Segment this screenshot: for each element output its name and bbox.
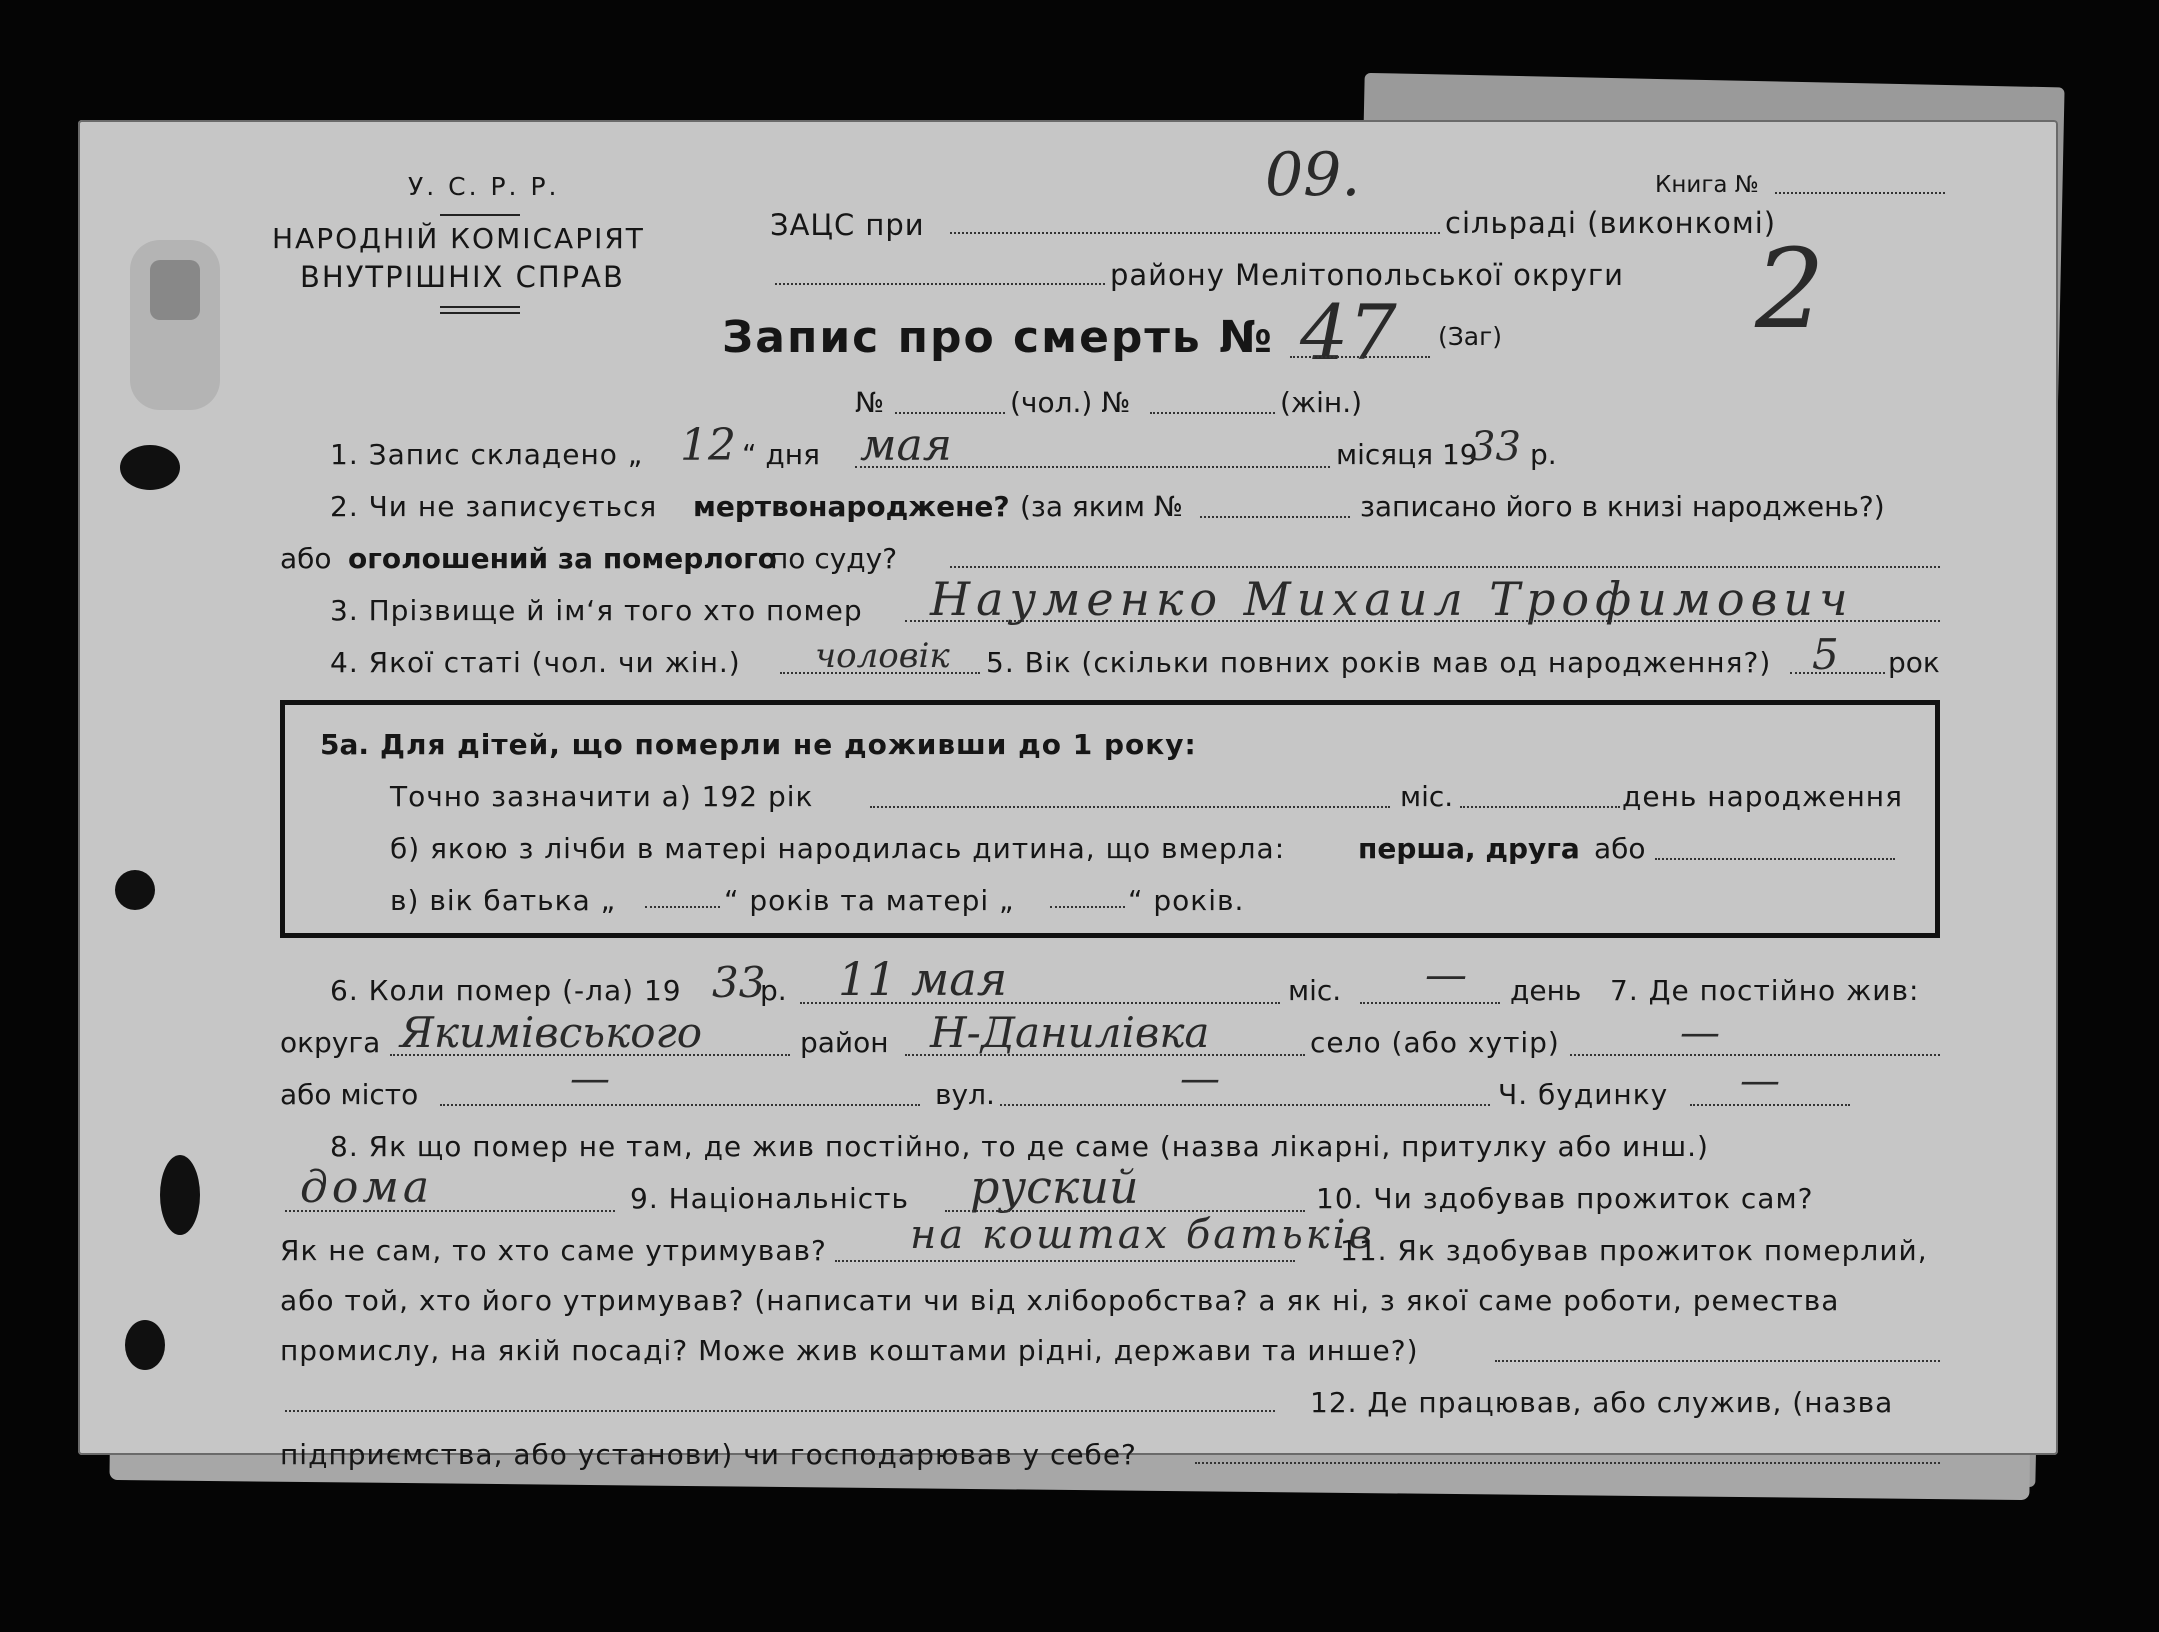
line2-which: (за яким № [1020, 490, 1183, 523]
line11c-label: промислу, на якій посаді? Може жив коштами рідні, держави та инше?) [280, 1334, 1419, 1367]
handwritten-okruga: Якимівського [400, 1008, 703, 1057]
handwritten-record-number: 47 [1300, 288, 1397, 377]
stillborn-number-field[interactable] [1200, 516, 1350, 518]
okruga-label: округа [280, 1026, 381, 1059]
box-line3-label: в) вік батька „ [390, 884, 617, 917]
death-month-field[interactable] [800, 1002, 1280, 1004]
handwritten-year: 33 [1470, 424, 1521, 470]
binding-hole [120, 445, 180, 490]
handwritten-house: — [1740, 1058, 1780, 1104]
month-field[interactable] [855, 466, 1330, 468]
line6-day: день [1510, 974, 1582, 1007]
supported-by-field[interactable] [835, 1260, 1295, 1262]
line7-label: 7. Де постійно жив: [1610, 974, 1920, 1007]
box-line2-or: або [1594, 832, 1646, 865]
line12-label: 12. Де працював, або служив, (назва [1310, 1386, 1894, 1419]
divider [440, 312, 520, 314]
binding-hole [115, 870, 155, 910]
name-field[interactable] [905, 620, 1940, 622]
sex-field[interactable] [780, 672, 980, 674]
handwritten-rayon: Н-Данилівка [930, 1008, 1210, 1057]
handwritten-top-number: 09. [1265, 140, 1361, 210]
line2-label: 2. Чи не записується [330, 490, 658, 523]
handwritten-day: 12 [680, 420, 736, 471]
line1-label: 1. Запис складено „ [330, 438, 644, 471]
misto-label: або місто [280, 1078, 419, 1111]
occupation-field-2[interactable] [285, 1410, 1275, 1412]
line4-label: 4. Якої статі (чол. чи жін.) [330, 646, 741, 679]
handwritten-name: Науменко Михаил Трофимович [930, 572, 1854, 626]
title-suffix: (Заг) [1438, 322, 1502, 351]
handwritten-death-date: 11 мая [838, 952, 1008, 1006]
birth-month-field[interactable] [1460, 806, 1620, 808]
book-label: Книга № [1655, 172, 1759, 198]
record-number-field[interactable] [1290, 356, 1430, 358]
binding-hole [160, 1155, 200, 1235]
box-line1-day: день народження [1622, 780, 1903, 813]
binding-hole [125, 1320, 165, 1370]
male-label: (чол.) № [1010, 386, 1131, 419]
birth-year-field[interactable] [870, 806, 1390, 808]
paper-damage [150, 260, 200, 320]
box-line1-month: міс. [1400, 780, 1454, 813]
line12b-label: підприємства, або установи) чи господарював у себе? [280, 1438, 1137, 1471]
num-label: № [855, 386, 885, 419]
divider [440, 214, 520, 216]
box-line3-mother: “ років та матері „ [724, 884, 1015, 917]
workplace-field[interactable] [1195, 1462, 1940, 1464]
box-line3-end: “ років. [1128, 884, 1245, 917]
handwritten-city: — [570, 1056, 610, 1102]
line5-unit: рок [1888, 646, 1940, 679]
book-field[interactable] [1775, 192, 1945, 194]
box-line2-options: перша, друга [1358, 832, 1580, 865]
occupation-field[interactable] [1495, 1360, 1940, 1362]
district-field[interactable] [775, 283, 1105, 285]
handwritten-death-day: — [1425, 950, 1467, 999]
street-label: вул. [935, 1078, 995, 1111]
birth-order-field[interactable] [1655, 858, 1895, 860]
line6-label: 6. Коли помер (-ла) 19 [330, 974, 682, 1007]
house-field[interactable] [1690, 1104, 1850, 1106]
line6-month: міс. [1288, 974, 1342, 1007]
line2-end: записано його в книзі народжень?) [1360, 490, 1885, 523]
district-label: району Мелітопольської округи [1110, 258, 1625, 292]
male-number-field[interactable] [895, 412, 1005, 414]
line2-stillborn: мертвонароджене? [693, 490, 1010, 523]
form-title: Запис про смерть № [722, 312, 1274, 363]
handwritten-death-year: 33 [712, 958, 766, 1007]
commissariat-line1: НАРОДНІЙ КОМІСАРІЯТ [272, 222, 645, 255]
female-number-field[interactable] [1150, 412, 1275, 414]
selo-label: село (або хутір) [1310, 1026, 1560, 1059]
line3-label: 3. Прізвище й ім‘я того хто помер [330, 594, 863, 627]
father-age-field[interactable] [645, 906, 720, 908]
line10-label: 10. Чи здобував прожиток сам? [1316, 1182, 1814, 1215]
village-field[interactable] [1570, 1054, 1940, 1056]
line11-label: 11. Як здобував прожиток померлий, [1340, 1234, 1928, 1267]
handwritten-village: — [1680, 1010, 1720, 1056]
street-field[interactable] [1000, 1104, 1490, 1106]
handwritten-place: дома [300, 1162, 434, 1213]
handwritten-sex: чоловік [815, 636, 950, 676]
house-label: Ч. будинку [1498, 1078, 1669, 1111]
line6-r: р. [760, 974, 787, 1007]
handwritten-street: — [1180, 1056, 1220, 1102]
divider [440, 306, 520, 308]
box-title-number: 5а. [320, 728, 370, 761]
place-field[interactable] [285, 1210, 615, 1212]
handwritten-corner-mark: 2 [1755, 225, 1825, 353]
line11b-label: або той, хто його утримував? (написати чи від хліборобства? а як ні, з якої саме роботи, ремества [280, 1284, 1840, 1317]
city-field[interactable] [440, 1104, 920, 1106]
box-title: Для дітей, що померли не доживши до 1 року: [380, 728, 1197, 761]
line2b-declared: оголошений за померлого [348, 542, 777, 575]
council-label: сільраді (виконкомі) [1445, 206, 1777, 240]
line1-day-label: “ дня [742, 438, 820, 471]
box-line1-label: Точно зазначити а) 192 рік [390, 780, 814, 813]
handwritten-supported-by: на коштах батьків [910, 1212, 1375, 1258]
court-field[interactable] [950, 566, 1940, 568]
line9-label: 9. Національність [630, 1182, 909, 1215]
line5-label: 5. Вік (скільки повних років мав од народження?) [986, 646, 1772, 679]
line2b-or: або [280, 542, 332, 575]
handwritten-nationality: руский [970, 1160, 1139, 1214]
zags-label: ЗАЦС при [770, 208, 925, 242]
death-day-field[interactable] [1360, 1002, 1500, 1004]
age-field[interactable] [1790, 672, 1885, 674]
zags-field[interactable] [950, 232, 1440, 234]
mother-age-field[interactable] [1050, 906, 1125, 908]
line10b-label: Як не сам, то хто саме утримував? [280, 1234, 827, 1267]
line1-r: р. [1530, 438, 1557, 471]
commissariat-line2: ВНУТРІШНІХ СПРАВ [300, 260, 625, 294]
line2b-court: по суду? [770, 542, 898, 575]
handwritten-month: мая [860, 420, 952, 471]
line1-year-label: місяця 19 [1336, 438, 1478, 471]
box-line2-label: б) якою з лічби в матері народилась дитина, що вмерла: [390, 832, 1286, 865]
rayon-label: район [800, 1026, 889, 1059]
rayon-field[interactable] [905, 1054, 1305, 1056]
ussr-label: У. С. Р. Р. [408, 172, 560, 201]
line8-label: 8. Як що помер не там, де жив постійно, то де саме (назва лікарні, притулку або инш.) [330, 1130, 1709, 1163]
female-label: (жін.) [1280, 386, 1363, 419]
handwritten-age: 5 [1812, 630, 1839, 679]
